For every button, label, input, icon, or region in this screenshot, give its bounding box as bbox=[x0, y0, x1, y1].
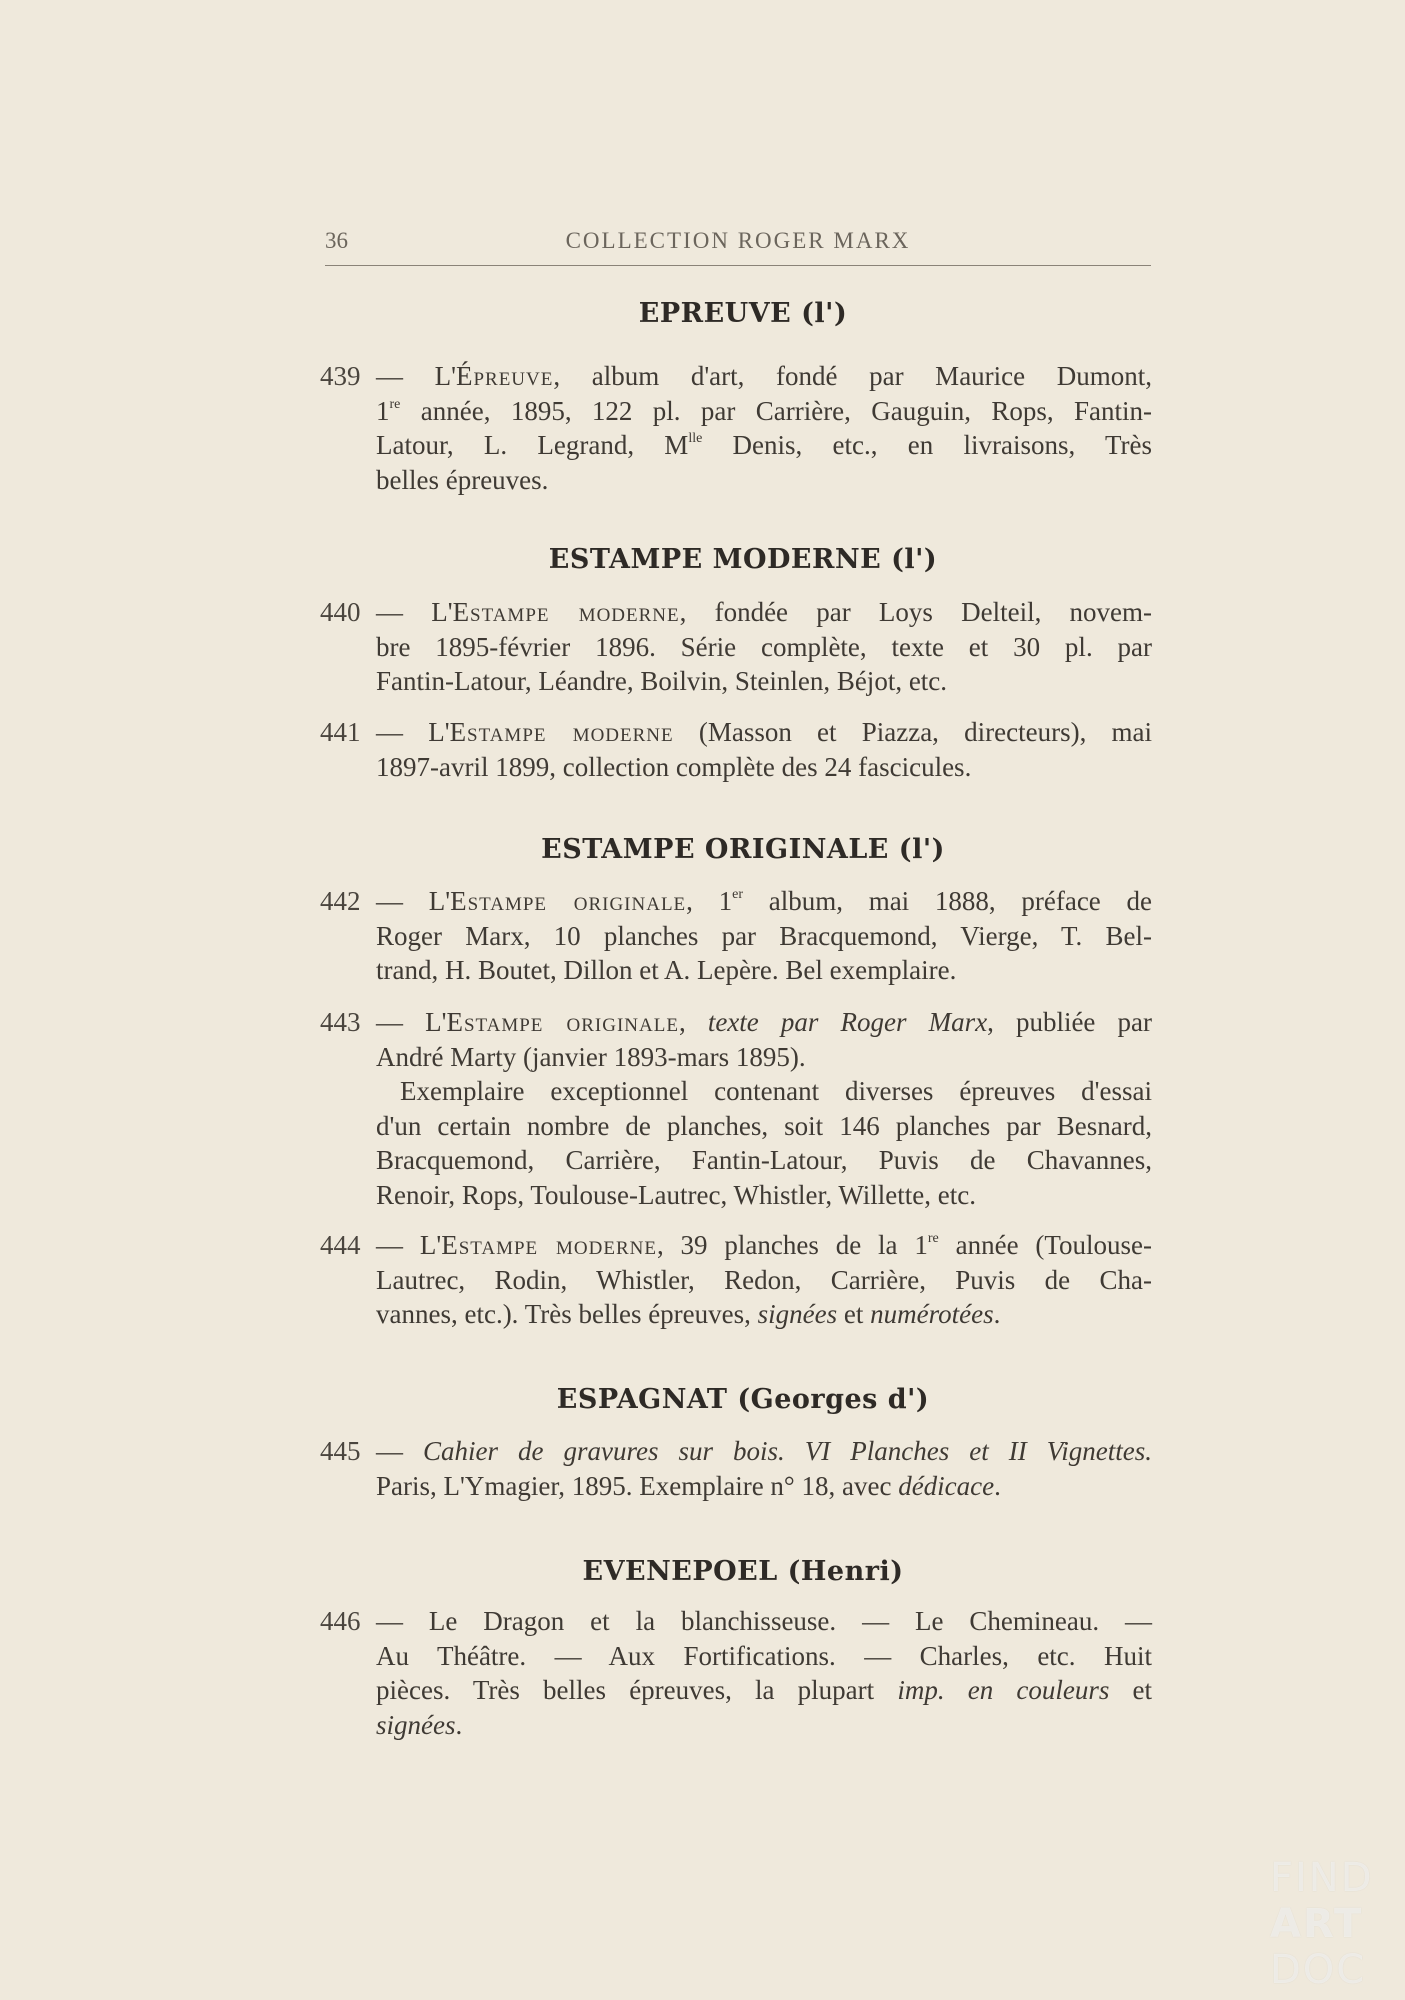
entry-line: 443 — L'Estampe originale, texte par Roger Marx, publiée par bbox=[320, 1005, 1152, 1040]
entry-441 bbox=[320, 715, 1152, 784]
entry-line: 445 — Cahier de gravures sur bois. VI Planches et II Vignettes. bbox=[320, 1434, 1152, 1469]
entry-line: 442 — L'Estampe originale, 1er album, mai 1888, préface de bbox=[320, 884, 1152, 919]
section-title-estampe-moderne: ESTAMPE MODERNE (l') bbox=[548, 544, 938, 575]
entry-line: trand, H. Boutet, Dillon et A. Lepère. Bel exemplaire. bbox=[376, 955, 957, 985]
entry-number: 443 bbox=[320, 1007, 361, 1037]
section-title-estampe-originale: ESTAMPE ORIGINALE (l') bbox=[541, 834, 945, 865]
entry-number: 440 bbox=[320, 597, 361, 627]
entry-line: 439 — L'Épreuve, album d'art, fondé par Maurice Dumont, bbox=[320, 359, 1152, 394]
entry-line: Au Théâtre. — Aux Fortifications. — Charles, etc. Huit bbox=[376, 1640, 1152, 1671]
entry-line: Exemplaire exceptionnel contenant diverses épreuves d'essai bbox=[400, 1076, 1152, 1106]
running-title: COLLECTION ROGER MARX bbox=[565, 228, 911, 253]
entry-line: Renoir, Rops, Toulouse-Lautrec, Whistler, Willette, etc. bbox=[376, 1179, 976, 1210]
entry-line: Fantin-Latour, Léandre, Boilvin, Steinlen, Béjot, etc. bbox=[376, 666, 948, 696]
entry-446 bbox=[320, 1604, 1152, 1742]
entry-line: d'un certain nombre de planches, soit 146 planches par Besnard, bbox=[376, 1110, 1152, 1141]
entry-line: Latour, L. Legrand, $M^{lle}$ Denis, etc., en livraisons, Très bbox=[376, 430, 1152, 460]
entry-number: 441 bbox=[320, 717, 361, 747]
running-header bbox=[325, 228, 1151, 264]
entry-line: Roger Marx, 10 planches par Bracquemond, Vierge, T. Bel- bbox=[376, 920, 1152, 951]
findartdoc-watermark: FIND ART DOC bbox=[1270, 1855, 1374, 1993]
entry-line: vannes, etc.). Très belles épreuves, signées et numérotées. bbox=[376, 1299, 1001, 1329]
entry-line: 441 — L'Estampe moderne (Masson et Piazza, directeurs), mai bbox=[320, 715, 1152, 750]
entry-439 bbox=[320, 359, 1152, 497]
entry-440 bbox=[320, 595, 1152, 699]
entry-line: Lautrec, Rodin, Whistler, Redon, Carrière, Puvis de Cha- bbox=[376, 1264, 1152, 1295]
entry-line: Bracquemond, Carrière, Fantin-Latour, Puvis de Chavannes, bbox=[376, 1145, 1152, 1175]
entry-line: belles épreuves. bbox=[376, 464, 549, 495]
entry-445 bbox=[320, 1434, 1152, 1503]
entry-number: 439 bbox=[320, 361, 361, 391]
entry-line: pièces. Très belles épreuves, la plupart imp. en couleurs et bbox=[376, 1675, 1152, 1705]
entry-line: Paris, L'Ymagier, 1895. Exemplaire n° 18, avec dédicace. bbox=[376, 1470, 1001, 1501]
entry-line: 1897-avril 1899, collection complète des 24 fascicules. bbox=[376, 751, 972, 782]
section-title-epreuve: EPREUVE (l') bbox=[638, 298, 848, 329]
entry-443 bbox=[320, 1005, 1152, 1212]
entry-line: 444 — L'Estampe moderne, 39 planches de la 1re année (Toulouse- bbox=[320, 1228, 1152, 1263]
entry-number: 445 bbox=[320, 1436, 361, 1466]
section-title-espagnat: ESPAGNAT (Georges d') bbox=[556, 1384, 930, 1415]
entry-line: signées. bbox=[376, 1709, 463, 1740]
entry-line: 1re année, 1895, 122 pl. par Carrière, Gauguin, Rops, Fantin- bbox=[376, 395, 1152, 426]
entry-number: 442 bbox=[320, 886, 361, 916]
header-rule bbox=[325, 265, 1151, 266]
entry-444 bbox=[320, 1228, 1152, 1332]
entry-line: bre 1895-février 1896. Série complète, texte et 30 pl. par bbox=[376, 631, 1152, 662]
entry-line: André Marty (janvier 1893-mars 1895). bbox=[376, 1041, 806, 1072]
entry-442 bbox=[320, 884, 1152, 988]
entry-line: 446 — Le Dragon et la blanchisseuse. — Le Chemineau. — bbox=[320, 1604, 1152, 1639]
entry-line: 440 — L'Estampe moderne, fondée par Loys Delteil, novem- bbox=[320, 595, 1152, 630]
entry-number: 444 bbox=[320, 1230, 361, 1260]
section-title-evenepoel: EVENEPOEL (Henri) bbox=[582, 1556, 904, 1587]
page-number: 36 bbox=[325, 228, 348, 253]
entry-number: 446 bbox=[320, 1606, 361, 1636]
